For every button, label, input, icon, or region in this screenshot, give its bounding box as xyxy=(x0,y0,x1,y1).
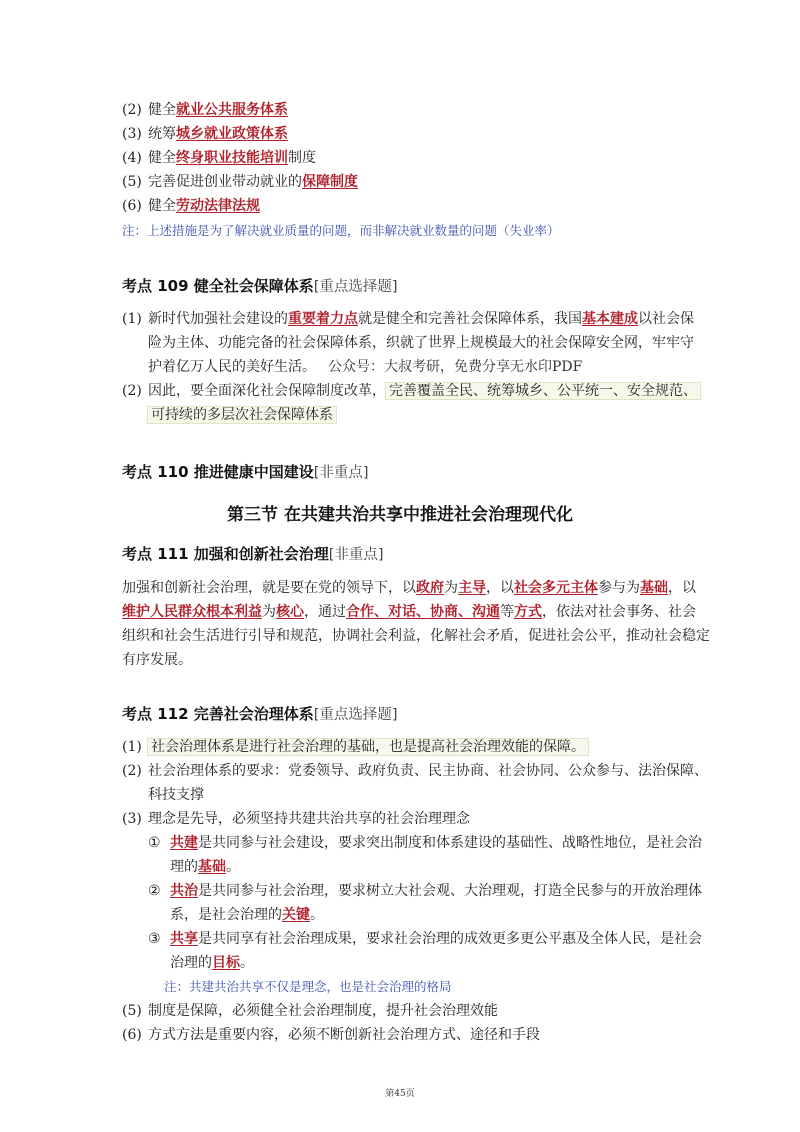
para-line: (5) 制度是保障，必须健全社会治理制度，提升社会治理效能 xyxy=(122,1003,498,1019)
sub-item-line: 理的基础。 xyxy=(170,859,240,875)
para-line: (2) 社会治理体系的要求：党委领导、政府负责、民主协商、社会协同、公众参与、法治保障、 xyxy=(122,763,708,779)
para-line: 护着亿万人民的美好生活。 公众号：大叔考研，免费分享无水印PDF xyxy=(148,359,583,375)
para-line: 科技支撑 xyxy=(148,787,204,803)
para-line: (1) 新时代加强社会建设的重要着力点就是健全和完善社会保障体系，我国基本建成以社会保 xyxy=(122,311,694,327)
kaodian-heading: 考点 109 健全社会保障体系[重点选择题] xyxy=(122,277,398,295)
sub-item: ② 共治是共同参与社会治理，要求树立大社会观、大治理观，打造全民参与的开放治理体 xyxy=(148,883,702,899)
note: 注：共建共治共享不仅是理念，也是社会治理的格局 xyxy=(164,979,452,994)
sub-item-line: 系，是社会治理的关键。 xyxy=(170,907,324,923)
highlight: 完善覆盖全民、统筹城乡、公平统一、安全规范、 xyxy=(386,383,700,399)
para-line: 加强和创新社会治理，就是要在党的领导下，以政府为主导，以社会多元主体参与为基础，以 xyxy=(122,580,696,596)
highlight: 可持续的多层次社会保障体系 xyxy=(148,407,336,423)
para-line: 组织和社会生活进行引导和规范，协调社会利益，化解社会矛盾，促进社会公平，推动社会稳定 xyxy=(122,628,710,644)
para-line: 有序发展。 xyxy=(122,652,192,668)
page-number: 第45页 xyxy=(385,1089,415,1099)
kaodian-heading: 考点 111 加强和创新社会治理[非重点] xyxy=(122,545,384,563)
list-item: (4) 健全终身职业技能培训制度 xyxy=(122,150,316,166)
para-line: (2) 因此，要全面深化社会保障制度改革， 完善覆盖全民、统筹城乡、公平统一、安全规范、 xyxy=(122,381,700,401)
sub-item: ① 共建是共同参与社会建设，要求突出制度和体系建设的基础性、战略性地位，是社会治 xyxy=(148,835,702,851)
list-item: (5) 完善促进创业带动就业的保障制度 xyxy=(122,174,358,190)
sub-item: ③ 共享是共同享有社会治理成果，要求社会治理的成效更多更公平惠及全体人民，是社会 xyxy=(148,931,702,947)
list-item: (3) 统筹城乡就业政策体系 xyxy=(122,126,288,142)
para-line: (3) 理念是先导，必须坚持共建共治共享的社会治理理念 xyxy=(122,811,470,827)
note: 注：上述措施是为了解决就业质量的问题，而非解决就业数量的问题（失业率） xyxy=(122,223,560,238)
highlight: 社会治理体系是进行社会治理的基础，也是提高社会治理效能的保障。 xyxy=(148,739,588,755)
kaodian-heading: 考点 110 推进健康中国建设[非重点] xyxy=(122,463,369,481)
kaodian-heading: 考点 112 完善社会治理体系[重点选择题] xyxy=(122,705,398,723)
watermark-text: 公众号：大叔考研，免费分享无水印PDF xyxy=(328,359,583,375)
list-item: (6) 健全劳动法律法规 xyxy=(122,198,260,214)
para-line: (6) 方式方法是重要内容，必须不断创新社会治理方式、途径和手段 xyxy=(122,1027,540,1043)
para-line: 险为主体、功能完备的社会保障体系，织就了世界上规模最大的社会保障安全网，牢牢守 xyxy=(148,335,694,351)
para-line xyxy=(148,405,336,425)
list-item: (2) 健全就业公共服务体系 xyxy=(122,102,288,118)
para-line: (1) 社会治理体系是进行社会治理的基础，也是提高社会治理效能的保障。 xyxy=(122,737,588,757)
sub-item-line: 治理的目标。 xyxy=(170,955,254,971)
para-line: 维护人民群众根本利益为核心，通过合作、对话、协商、沟通等方式，依法对社会事务、社会 xyxy=(122,604,696,620)
section-title: 第三节 在共建共治共享中推进社会治理现代化 xyxy=(227,505,573,525)
